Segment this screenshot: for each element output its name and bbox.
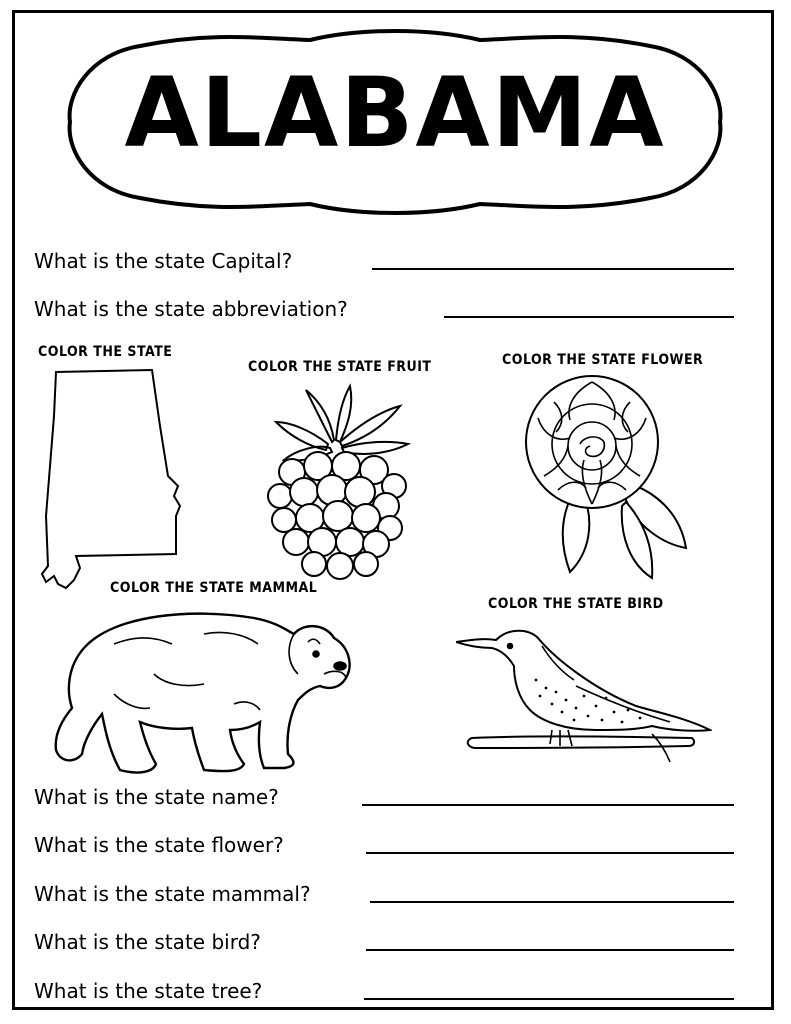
question-tree: What is the state tree? bbox=[34, 979, 263, 1003]
label-color-mammal: COLOR THE STATE MAMMAL bbox=[110, 580, 318, 596]
answer-line-capital[interactable] bbox=[372, 268, 734, 270]
answer-line-tree[interactable] bbox=[364, 998, 734, 1000]
question-abbreviation: What is the state abbreviation? bbox=[34, 297, 348, 321]
label-color-bird: COLOR THE STATE BIRD bbox=[488, 596, 664, 612]
question-flower: What is the state flower? bbox=[34, 833, 284, 857]
question-bird: What is the state bird? bbox=[34, 930, 261, 954]
blackberry-fruit-drawing[interactable] bbox=[262, 382, 412, 582]
answer-line-name[interactable] bbox=[362, 804, 734, 806]
alabama-state-outline[interactable] bbox=[36, 366, 186, 592]
answer-line-flower[interactable] bbox=[366, 852, 734, 854]
question-name: What is the state name? bbox=[34, 785, 279, 809]
label-color-state: COLOR THE STATE bbox=[38, 344, 173, 360]
camellia-flower-drawing[interactable] bbox=[514, 372, 692, 580]
page-title: ALABAMA bbox=[124, 57, 666, 169]
answer-line-abbreviation[interactable] bbox=[444, 316, 734, 318]
answer-line-bird[interactable] bbox=[366, 949, 734, 951]
answer-line-mammal[interactable] bbox=[370, 901, 734, 903]
label-color-flower: COLOR THE STATE FLOWER bbox=[502, 352, 704, 368]
yellowhammer-bird-drawing[interactable] bbox=[456, 626, 712, 768]
question-mammal: What is the state mammal? bbox=[34, 882, 311, 906]
question-capital: What is the state Capital? bbox=[34, 249, 293, 273]
black-bear-drawing[interactable] bbox=[54, 604, 354, 780]
label-color-fruit: COLOR THE STATE FRUIT bbox=[248, 359, 432, 375]
